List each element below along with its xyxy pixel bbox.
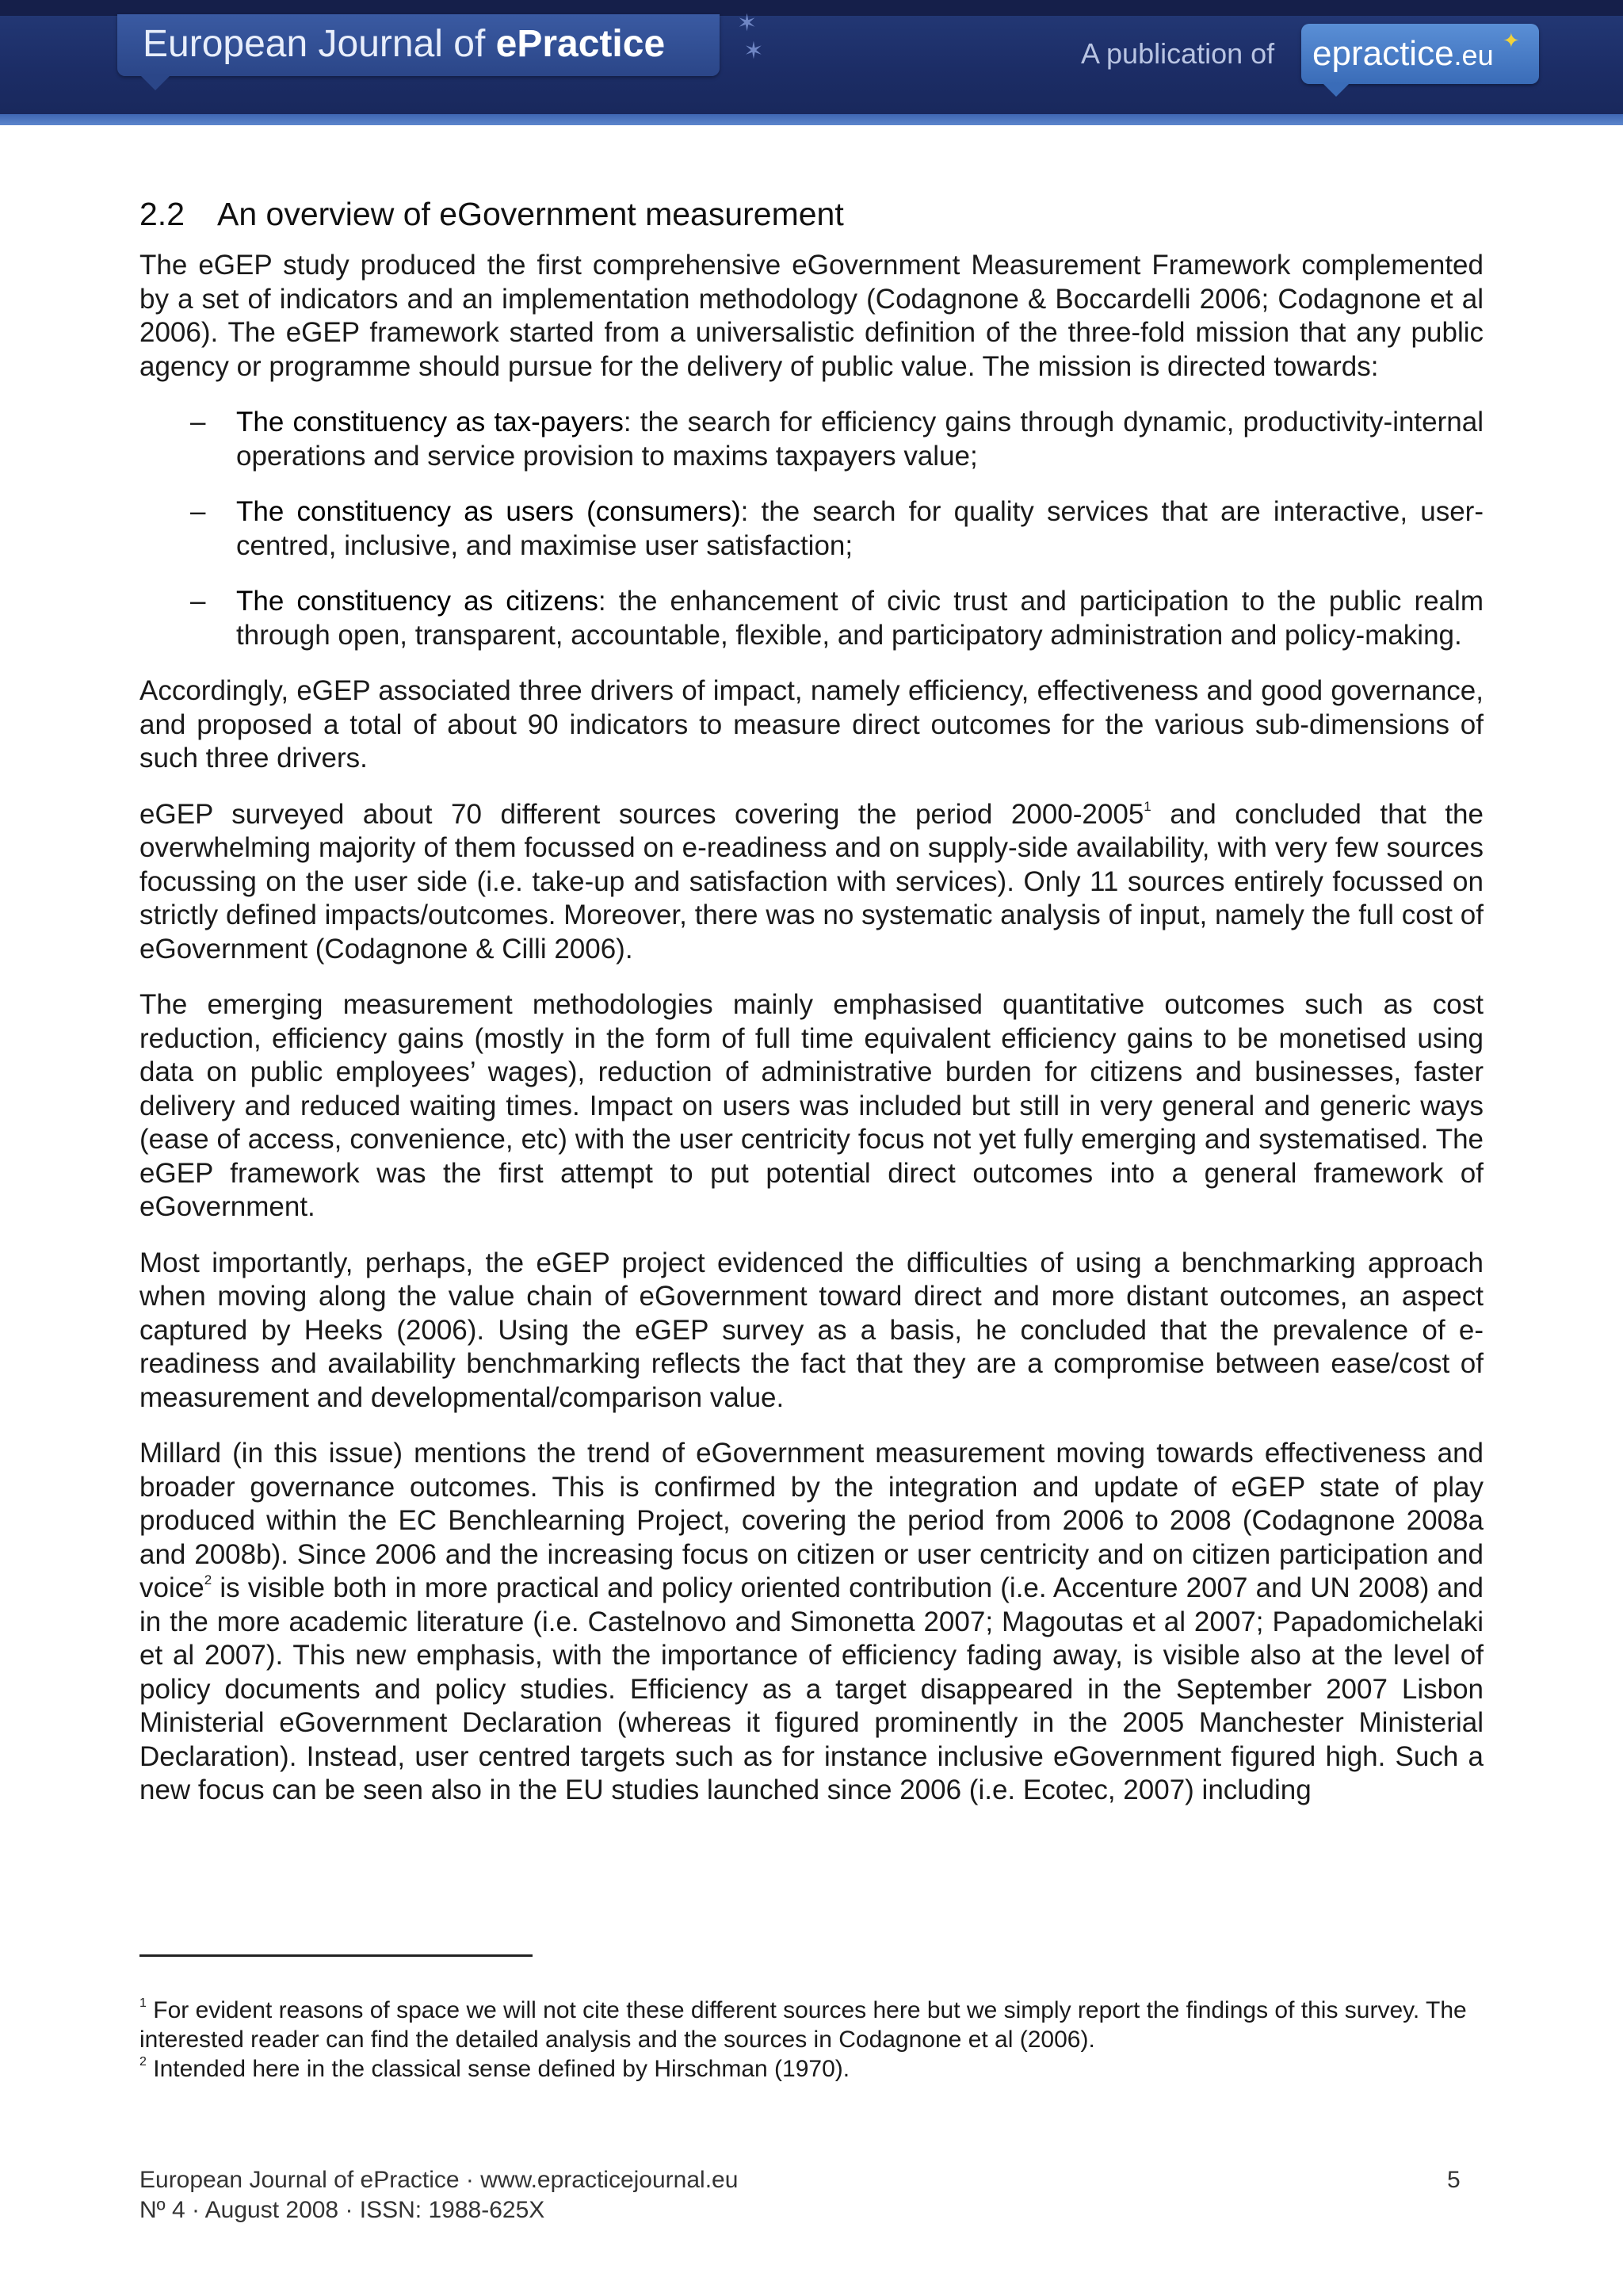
article-body bbox=[139, 193, 1484, 1830]
footnote-text: For evident reasons of space we will not cite these different sources here but we simply report the findings of this survey. The interested reader can find the detailed analysis and the sources in Codagnone et al (2006). bbox=[139, 1997, 1467, 2053]
section-title: An overview of eGovernment measurement bbox=[217, 196, 844, 232]
footnote-marker: 2 bbox=[139, 2055, 147, 2069]
journal-title-prefix: European Journal of bbox=[143, 23, 496, 65]
list-item-text: : the enhancement of civic trust and participation to the public realm through open, transparent, accountable, flexible, and participatory administration and policy-making. bbox=[236, 586, 1484, 651]
mission-list bbox=[139, 406, 1484, 652]
paragraph-1: The eGEP study produced the first comprehensive eGovernment Measurement Framework complemented by a set of indicators and an implementation methodology (Codagnone & Boccardelli 2006; Codagnone et al 2006). The eGEP framework started from a universalistic definition of the three-fold mission that any public agency or programme should pursue for the delivery of public value. The mission is directed towards: bbox=[139, 250, 1484, 382]
footnote-2 bbox=[139, 2054, 1487, 2084]
footer-issue-line: Nº 4 · August 2008 · ISSN: 1988-625X bbox=[139, 2197, 545, 2223]
footnote-divider bbox=[139, 1954, 533, 1957]
dash-marker: – bbox=[190, 586, 206, 617]
paragraph-3-part-b: and concluded that the overwhelming majority of them focussed on e-readiness and on supply-side availability, with very few sources focussing on the user side (i.e. take-up and satisfaction with services). Only 11 sources entirely focussed on strictly defined impacts/outcomes. Moreover, there was no systematic analysis of input, namely the full cost of eGovernment (Codagnone & Cilli 2006). bbox=[139, 798, 1484, 965]
footnotes bbox=[139, 1996, 1487, 2084]
list-item-term: The constituency as users (consumers) bbox=[236, 496, 741, 527]
header-bottom-strip bbox=[0, 114, 1623, 125]
logo-name: epractice bbox=[1312, 34, 1454, 73]
list-item bbox=[139, 585, 1484, 652]
journal-title-strong: ePractice bbox=[495, 23, 666, 65]
list-item-term: The constituency as citizens bbox=[236, 586, 598, 617]
footnote-ref-2[interactable]: 2 bbox=[204, 1572, 212, 1587]
footnote-1 bbox=[139, 1996, 1487, 2054]
dash-marker: – bbox=[190, 496, 206, 527]
page-footer bbox=[139, 2165, 738, 2225]
list-item bbox=[139, 495, 1484, 563]
paragraph-3-part-a: eGEP surveyed about 70 different sources covering the period 2000-2005 bbox=[139, 798, 1144, 830]
footnote-marker: 1 bbox=[139, 1996, 147, 2010]
publication-label: A publication of bbox=[1081, 37, 1275, 70]
paragraph-6-part-a: Millard (in this issue) mentions the trend of eGovernment measurement moving towards effectiveness and broader governance outcomes. This is confirmed by the integration and update of eGEP state of play produced within the EC Benchlearning Project, covering the period from 2006 to 2008 (Codagnone 2008a and 2008b). Since 2006 and the increasing focus on citizen or user centricity and on citizen participation and voice bbox=[139, 1438, 1484, 1603]
footnote-ref-1[interactable]: 1 bbox=[1144, 798, 1151, 814]
paragraph-6-part-b: is visible both in more practical and policy oriented contribution (i.e. Accenture 2007 and UN 2008) and in the more academic literature (i.e. Castelnovo and Simonetta 2007; Magoutas et al 2007; Papadomichelaki et al 2007). This new emphasis, with the importance of efficiency fading away, is visible also at the level of policy documents and policy studies. Efficiency as a target disappeared in the September 2007 Lisbon Ministerial eGovernment Declaration (whereas it figured prominently in the 2005 Manchester Ministerial Declaration). Instead, user centred targets such as for instance inclusive eGovernment figured high. Such a new focus can be seen also in the EU studies launched since 2006 (i.e. Ecotec, 2007) including bbox=[139, 1572, 1484, 1805]
paragraph-6 bbox=[139, 1437, 1484, 1808]
list-item bbox=[139, 406, 1484, 473]
dash-marker: – bbox=[190, 407, 206, 437]
epractice-logo-text bbox=[1312, 30, 1494, 79]
eu-star-icon: ✦ bbox=[1503, 29, 1520, 52]
section-heading bbox=[139, 193, 1484, 235]
header-top-strip bbox=[0, 0, 1623, 16]
page-number: 5 bbox=[1447, 2167, 1461, 2193]
paragraph-3 bbox=[139, 798, 1484, 967]
list-item-text: : the search for quality services that are interactive, user-centred, inclusive, and maximise user satisfaction; bbox=[236, 496, 1484, 561]
paragraph-4: The emerging measurement methodologies mainly emphasised quantitative outcomes such as cost reduction, efficiency gains (mostly in the form of full time equivalent efficiency gains to be monetised using data on public employees’ wages), reduction of administrative burden for citizens and businesses, faster delivery and reduced waiting times. Impact on users was included but still in very general and generic ways (ease of access, convenience, etc) with the user centricity focus not yet fully emerging and systematised. The eGEP framework was the first attempt to put potential direct outcomes into a general framework of eGovernment. bbox=[139, 989, 1484, 1222]
section-number: 2.2 bbox=[139, 196, 185, 232]
paragraph-2: Accordingly, eGEP associated three drivers of impact, namely efficiency, effectiveness and good governance, and proposed a total of about 90 indicators to measure direct outcomes for the various sub-dimensions of such three drivers. bbox=[139, 675, 1484, 774]
logo-domain: .eu bbox=[1453, 39, 1494, 71]
list-item-text: : the search for efficiency gains through dynamic, productivity-internal operations and service provision to maxims taxpayers value; bbox=[236, 407, 1484, 472]
decorative-stars-icon: ✶ ✶ bbox=[737, 10, 764, 64]
paragraph-5: Most importantly, perhaps, the eGEP project evidenced the difficulties of using a benchmarking approach when moving along the value chain of eGovernment toward direct and more distant outcomes, an aspect captured by Heeks (2006). Using the eGEP survey as a basis, he concluded that the prevalence of e-readiness and availability benchmarking reflects the fact that they are a compromise between ease/cost of measurement and developmental/comparison value. bbox=[139, 1247, 1484, 1413]
footer-journal-line: European Journal of ePractice · www.epracticejournal.eu bbox=[139, 2167, 739, 2193]
footnote-text: Intended here in the classical sense defined by Hirschman (1970). bbox=[146, 2056, 850, 2082]
list-item-term: The constituency as tax-payers bbox=[236, 407, 624, 437]
journal-title bbox=[143, 21, 665, 68]
